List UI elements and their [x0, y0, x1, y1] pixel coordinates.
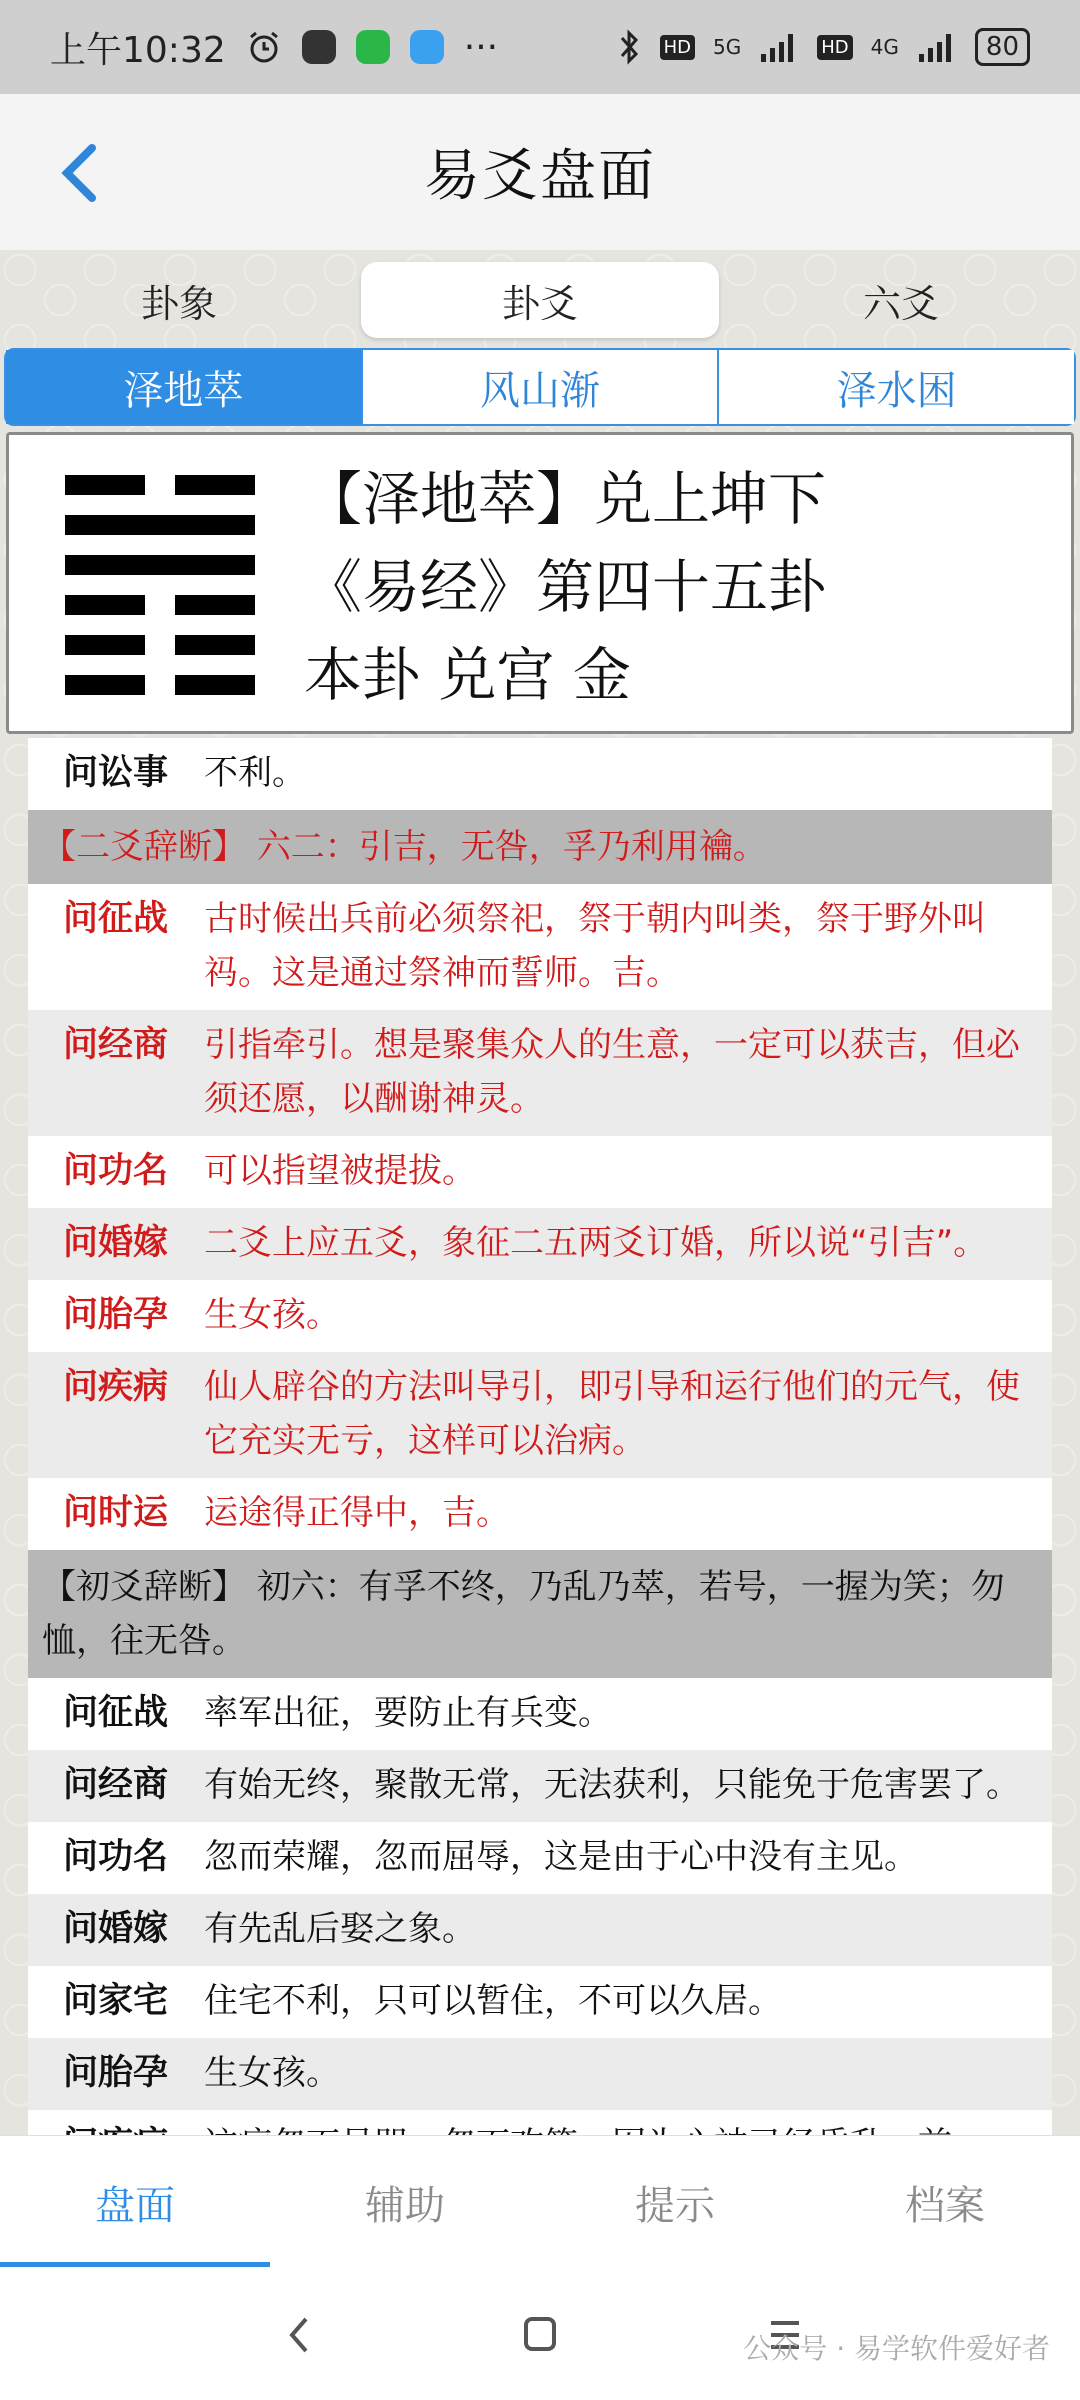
list-item: [28, 1136, 1052, 1208]
question-label: 问讼事: [62, 753, 168, 793]
answer-text: 仙人辟谷的方法叫导引，即引导和运行他们的元气，使它充实无亏，这样可以治病。: [204, 1367, 1020, 1461]
hexagram-palace-line: 本卦 兑宫 金: [304, 641, 631, 709]
question-label: 问家宅: [62, 1981, 168, 2021]
app-notification-icon: [410, 30, 444, 64]
answer-text: 生女孩。: [204, 1295, 340, 1335]
alarm-icon: [246, 29, 282, 65]
list-item: [28, 1822, 1052, 1894]
section-text: 六二：引吉，无咎，孚乃利用禴。: [256, 827, 767, 867]
app-notification-icon: [302, 30, 336, 64]
tab-liu-yao[interactable]: 六爻: [862, 281, 939, 326]
question-label: 问婚嫁: [62, 1223, 168, 1263]
segment-tabs: [0, 250, 1080, 350]
tab-gua-yao[interactable]: 卦爻: [361, 262, 719, 338]
tab-hexagram-inner[interactable]: 风山渐: [363, 350, 720, 424]
answer-text: 率军出征，要防止有兵变。: [204, 1693, 612, 1733]
hexagram-symbol-icon: [65, 475, 255, 695]
answer-text: 有先乱后娶之象。: [204, 1909, 476, 1949]
answer-text: 生女孩。: [204, 2053, 340, 2093]
list-item: [28, 1966, 1052, 2038]
list-item: [28, 1750, 1052, 1822]
home-square-icon: [510, 2307, 570, 2363]
question-label: 问功名: [62, 1837, 168, 1877]
system-nav-bar: [0, 2267, 1080, 2400]
answer-text: 运途得正得中，吉。: [204, 1493, 510, 1533]
list-item: [28, 738, 1052, 810]
question-label: 问征战: [62, 899, 168, 939]
question-label: 问经商: [62, 1765, 168, 1805]
section-tag: 【二爻辞断】: [42, 827, 246, 867]
page-title: 易爻盘面: [424, 144, 656, 209]
battery-indicator: 80: [975, 28, 1030, 66]
network-label: 4G: [870, 35, 899, 59]
interpretation-list[interactable]: [28, 738, 1052, 2135]
system-back-button[interactable]: [270, 2307, 330, 2363]
back-button[interactable]: [52, 138, 112, 208]
list-item: [28, 1678, 1052, 1750]
system-home-button[interactable]: [510, 2307, 570, 2363]
answer-text: 住宅不利，只可以暂住，不可以久居。: [204, 1981, 782, 2021]
wechat-icon: [356, 30, 390, 64]
answer-text: 不利。: [204, 753, 306, 793]
hd-icon: HD: [817, 35, 852, 60]
nav-panmian[interactable]: 盘面: [0, 2136, 270, 2268]
hexagram-order-line: 《易经》第四十五卦: [304, 553, 827, 621]
list-item: [28, 1894, 1052, 1966]
answer-text: 古时候出兵前必须祭祀，祭于朝内叫类，祭于野外叫祃。这是通过祭神而誓师。吉。: [204, 899, 986, 993]
question-label: 问功名: [62, 1151, 168, 1191]
tab-gua-xiang[interactable]: 卦象: [140, 281, 217, 326]
hexagram-info-panel: [6, 432, 1074, 734]
list-item: [28, 1010, 1052, 1136]
signal-icon: [917, 30, 957, 64]
signal-icon: [759, 30, 799, 64]
answer-text: 有始无终，聚散无常，无法获利，只能免于危害罢了。: [204, 1765, 1020, 1805]
question-label: 问疾病: [62, 1367, 168, 1407]
list-item: [28, 2038, 1052, 2110]
question-label: 问胎孕: [62, 1295, 168, 1335]
list-item: [28, 884, 1052, 1010]
bluetooth-icon: [618, 28, 642, 66]
section-header: [28, 810, 1052, 884]
list-item: [28, 1478, 1052, 1550]
hexagram-info-text: [304, 455, 826, 719]
hd-icon: HD: [660, 35, 695, 60]
nav-tishi[interactable]: 提示: [635, 2182, 715, 2229]
answer-text: 可以指望被提拔。: [204, 1151, 476, 1191]
list-item: [28, 1352, 1052, 1478]
hexagram-name-line: 【泽地萃】兑上坤下: [304, 465, 827, 533]
nav-fuzhu[interactable]: 辅助: [365, 2182, 445, 2229]
tab-hexagram-main[interactable]: 泽地萃: [6, 350, 363, 424]
answer-text: 忽而荣耀，忽而屈辱，这是由于心中没有主见。: [204, 1837, 918, 1877]
chevron-left-icon: [52, 138, 112, 208]
watermark: 公众号 · 易学软件爱好者: [743, 2332, 1050, 2365]
hexagram-tabs: [4, 348, 1076, 426]
tab-hexagram-changed[interactable]: 泽水困: [719, 350, 1074, 424]
question-label: 问征战: [62, 1693, 168, 1733]
question-label: 问胎孕: [62, 2053, 168, 2093]
answer-text: 二爻上应五爻，象征二五两爻订婚，所以说“引吉”。: [204, 1223, 988, 1263]
section-tag: 【初爻辞断】: [42, 1567, 246, 1607]
nav-dangan[interactable]: 档案: [905, 2182, 985, 2229]
section-text: 初六：有孚不终，乃乱乃萃，若号，一握为笑；勿恤，往无咎。: [42, 1567, 1005, 1661]
bottom-nav: [0, 2135, 1080, 2268]
list-item: [28, 1208, 1052, 1280]
section-header: [28, 1550, 1052, 1678]
question-label: 问经商: [62, 1025, 168, 1065]
app-header: [0, 94, 1080, 251]
list-item: [28, 1280, 1052, 1352]
answer-text: 引指牵引。想是聚集众人的生意，一定可以获吉，但必须还愿，以酬谢神灵。: [204, 1025, 1020, 1119]
more-notifications: ···: [463, 26, 499, 68]
network-label: 5G: [713, 35, 742, 59]
status-bar: [0, 0, 1080, 94]
status-time: 上午10:32: [50, 29, 226, 71]
back-arrow-icon: [270, 2307, 330, 2363]
question-label: 问婚嫁: [62, 1909, 168, 1949]
question-label: 问时运: [62, 1493, 168, 1533]
